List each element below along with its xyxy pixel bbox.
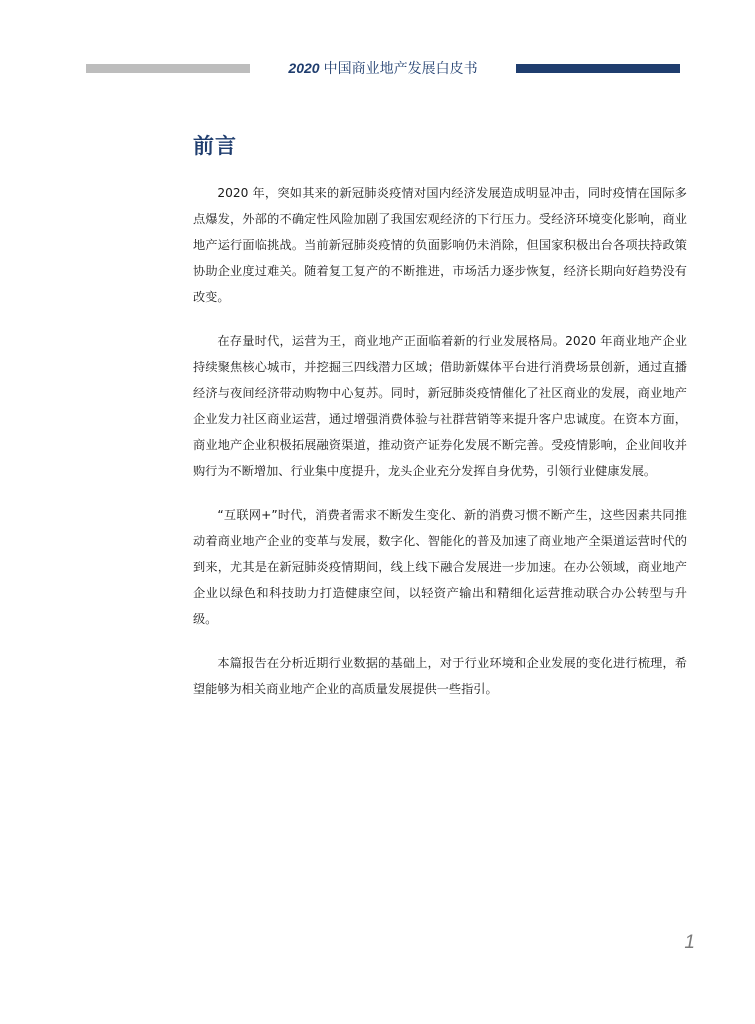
paragraph-1: 2020 年，突如其来的新冠肺炎疫情对国内经济发展造成明显冲击，同时疫情在国际多点爆发，外部的不确定性风险加剧了我国宏观经济的下行压力。受经济环境变化影响，商业地产运行面临挑战。当前新冠肺炎疫情的负面影响仍未消除，但国家积极出台各项扶持政策协助企业度过难关。随着复工复产的不断推进，市场活力逐步恢复，经济长期向好趋势没有改变。: [193, 186, 687, 304]
body-text: [193, 180, 687, 720]
paragraph-4: 本篇报告在分析近期行业数据的基础上，对于行业环境和企业发展的变化进行梳理，希望能够为相关商业地产企业的高质量发展提供一些指引。: [193, 656, 687, 696]
section-title: 前言: [193, 134, 237, 158]
paragraph-2: 在存量时代，运营为王，商业地产正面临着新的行业发展格局。2020 年商业地产企业持续聚焦核心城市，并挖掘三四线潜力区域；借助新媒体平台进行消费场景创新，通过直播经济与夜间经济带动购物中心复苏。同时，新冠肺炎疫情催化了社区商业的发展，商业地产企业发力社区商业运营，通过增强消费体验与社群营销等来提升客户忠诚度。在资本方面，商业地产企业积极拓展融资渠道，推动资产证券化发展不断完善。受疫情影响，企业间收并购行为不断增加、行业集中度提升，龙头企业充分发挥自身优势，引领行业健康发展。: [193, 334, 687, 478]
running-header: [250, 58, 516, 79]
header-title: 中国商业地产发展白皮书: [323, 61, 478, 77]
header-bar-left: [86, 64, 250, 73]
page-number: 1: [684, 932, 695, 953]
header-year: 2020: [288, 60, 320, 76]
paragraph-3: “互联网+”时代，消费者需求不断发生变化、新的消费习惯不断产生，这些因素共同推动着商业地产企业的变革与发展，数字化、智能化的普及加速了商业地产全渠道运营时代的到来，尤其是在新冠肺炎疫情期间，线上线下融合发展进一步加速。在办公领域，商业地产企业以绿色和科技助力打造健康空间，以轻资产输出和精细化运营推动联合办公转型与升级。: [193, 508, 687, 626]
header-bar-right: [516, 64, 680, 73]
